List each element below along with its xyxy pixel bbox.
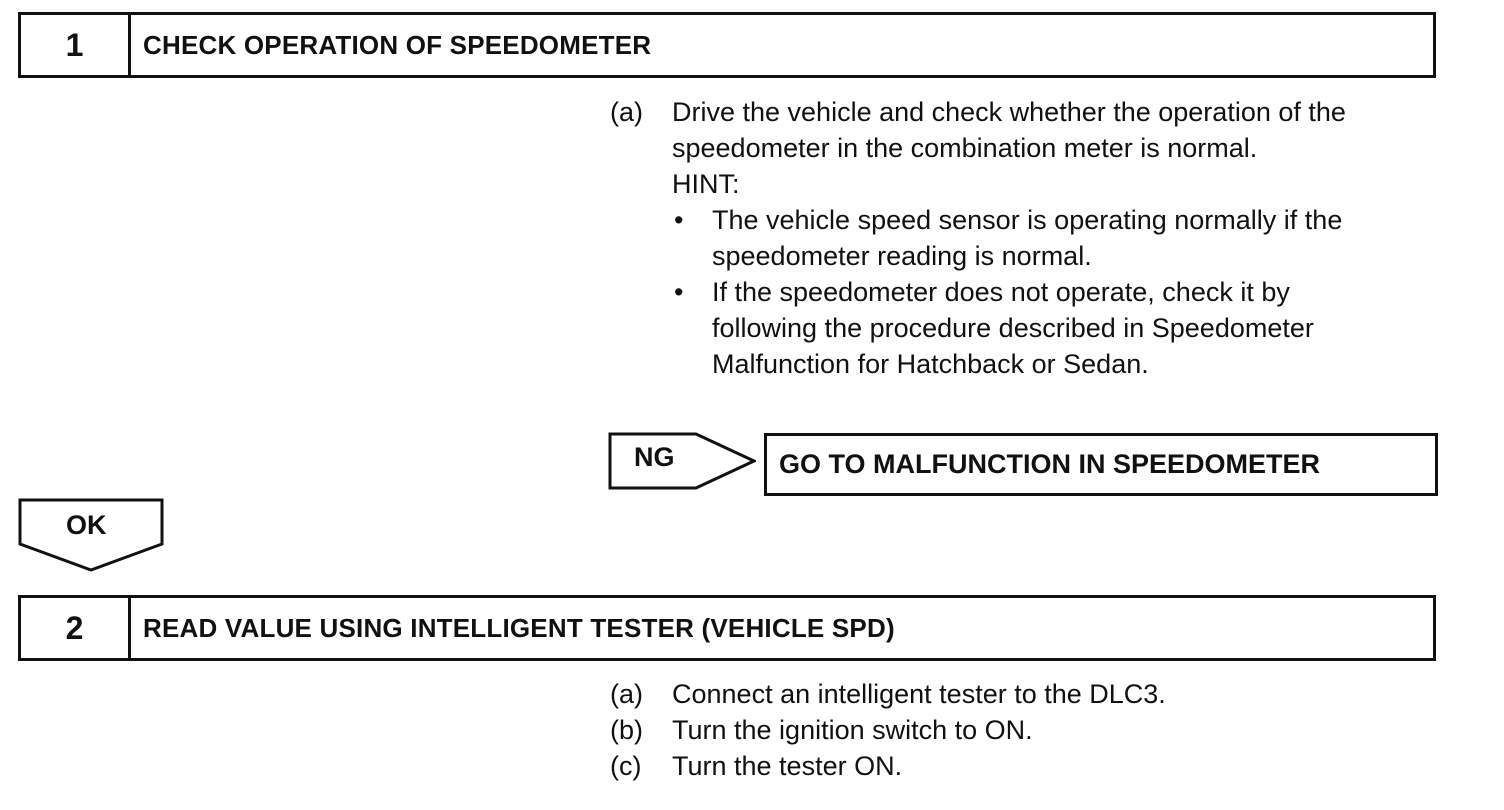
hint-text: following the procedure described in Speedometer (712, 313, 1314, 343)
instruction-label: (a) (610, 679, 643, 709)
instruction-item (610, 712, 1166, 748)
ng-label: NG (634, 442, 675, 472)
hint-text: The vehicle speed sensor is operating normally if the (712, 205, 1343, 235)
step-2-instructions (610, 676, 1166, 784)
step-1-title: CHECK OPERATION OF SPEEDOMETER (143, 29, 652, 60)
instruction-text: Connect an intelligent tester to the DLC3. (672, 679, 1166, 709)
bullet-icon: • (674, 205, 684, 235)
hint-bullet (672, 274, 1346, 382)
step-1-number: 1 (21, 15, 131, 75)
instruction-text: Drive the vehicle and check whether the operation of the (672, 97, 1346, 127)
step-2-number: 2 (21, 598, 131, 658)
ng-arrow-tag (608, 432, 756, 490)
hint-text: If the speedometer does not operate, check it by (712, 277, 1290, 307)
bullet-icon: • (674, 277, 684, 307)
instruction-label: (a) (610, 97, 643, 127)
step-1-header (18, 12, 1436, 78)
instruction-label: (b) (610, 715, 643, 745)
ok-label: OK (66, 510, 107, 540)
hint-text: Malfunction for Hatchback or Sedan. (712, 349, 1149, 379)
hint-text: speedometer reading is normal. (712, 241, 1092, 271)
instruction-text: speedometer in the combination meter is normal. (672, 133, 1258, 163)
instruction-item-continued (610, 130, 1346, 166)
ng-result-box: GO TO MALFUNCTION IN SPEEDOMETER (764, 433, 1438, 496)
ok-arrow-tag (18, 498, 164, 572)
step-1-instructions (610, 94, 1346, 382)
instruction-label: (c) (610, 751, 642, 781)
instruction-item (610, 676, 1166, 712)
hint-label: HINT: (672, 169, 740, 199)
step-2-title: READ VALUE USING INTELLIGENT TESTER (VEHICLE SPD) (143, 612, 895, 643)
hint-bullet (672, 202, 1346, 274)
instruction-text: Turn the tester ON. (672, 751, 903, 781)
instruction-item (610, 748, 1166, 784)
step-2-header (18, 595, 1436, 661)
instruction-text: Turn the ignition switch to ON. (672, 715, 1033, 745)
right-arrow-icon (608, 432, 756, 490)
instruction-item (610, 94, 1346, 130)
